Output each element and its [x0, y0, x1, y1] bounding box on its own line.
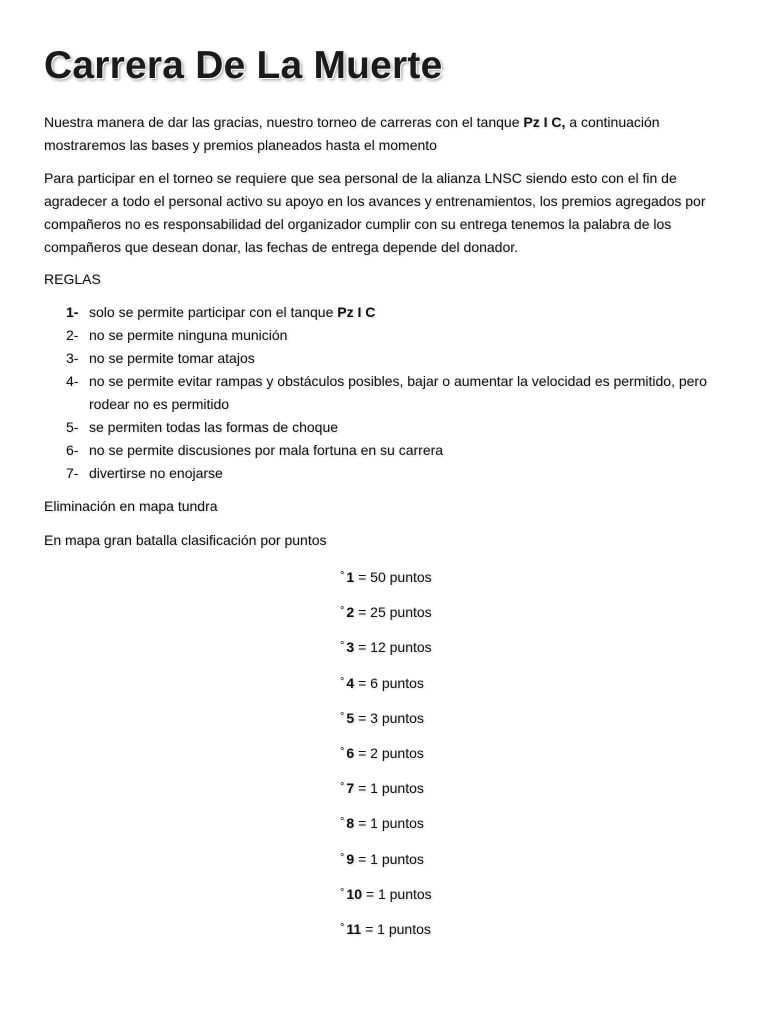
rule-text: no se permite tomar atajos — [89, 350, 255, 366]
score-item — [340, 737, 432, 772]
rules-list — [66, 301, 716, 485]
elimination-text: Eliminación en mapa tundra — [44, 498, 218, 514]
degree-symbol: ° — [340, 886, 345, 899]
points-intro-text: En mapa gran batalla clasificación por puntos — [44, 532, 327, 548]
rule-number: 3- — [66, 350, 79, 366]
score-points: = 1 puntos — [361, 921, 431, 938]
rule-text: no se permite discusiones por mala fortuna en su carrera — [89, 442, 444, 458]
score-points: = 1 puntos — [354, 780, 424, 797]
intro-text: Nuestra manera de dar las gracias, nuestro torneo de carreras con el tanque — [44, 114, 524, 130]
score-points: = 1 puntos — [361, 885, 432, 902]
score-points: = 3 puntos — [354, 709, 424, 726]
degree-symbol: ° — [340, 710, 345, 723]
score-place: 2 — [346, 604, 355, 621]
score-place: 11 — [346, 921, 362, 938]
degree-symbol: ° — [340, 746, 345, 759]
intro-text-continued: a continuación mostraremos las bases y premios planeados hasta el momento — [44, 114, 660, 153]
rule-item — [66, 370, 716, 416]
score-item — [340, 631, 432, 666]
rule-text: divertirse no enojarse — [89, 465, 223, 481]
score-points: = 2 puntos — [354, 745, 424, 762]
rule-item — [66, 347, 716, 370]
degree-symbol: ° — [340, 675, 345, 688]
score-item — [340, 596, 432, 631]
score-place: 10 — [346, 885, 362, 902]
rule-number: 2- — [66, 327, 79, 343]
score-item — [340, 878, 432, 913]
score-item — [340, 843, 432, 878]
rules-heading: REGLAS — [44, 271, 101, 287]
rule-text: no se permite evitar rampas y obstáculos posibles, bajar o aumentar la velocidad es permitido, pero rodear no es permitido — [89, 373, 707, 412]
score-place: 6 — [346, 745, 355, 762]
score-points: = 1 puntos — [354, 850, 424, 867]
rule-text: solo se permite participar con el tanque — [89, 304, 338, 320]
rule-number: 7- — [66, 465, 79, 481]
rule-number: 4- — [66, 373, 79, 389]
score-item — [340, 667, 432, 702]
degree-symbol: ° — [340, 570, 345, 582]
score-place: 4 — [346, 674, 355, 691]
rule-item — [66, 301, 716, 324]
degree-symbol: ° — [340, 605, 345, 618]
rule-number: 1- — [66, 304, 79, 320]
score-points: = 12 puntos — [354, 639, 432, 656]
intro-tank-name: Pz I C, — [523, 114, 566, 130]
score-place: 8 — [346, 815, 355, 832]
scores-list — [340, 561, 432, 948]
degree-symbol: ° — [340, 922, 345, 935]
rule-item — [66, 324, 716, 347]
rule-tank-name: Pz I C — [337, 304, 376, 320]
degree-symbol: ° — [340, 816, 345, 829]
rule-number: 6- — [66, 442, 79, 458]
participation-paragraph: Para participar en el torneo se requiere que sea personal de la alianza LNSC siendo esto con el fin de agradecer a todo el personal activo su apoyo en los avances y entrenamientos, los premios agregados por compañeros no es responsabilidad del organizador cumplir con su entrega tenemos la palabra de los compañeros que desean donar, las fechas de entrega depende del donador. — [44, 170, 706, 255]
page-title: Carrera De La Muerte — [44, 44, 443, 87]
score-item — [340, 702, 432, 737]
score-place: 1 — [346, 569, 355, 585]
score-points: = 6 puntos — [354, 674, 424, 691]
degree-symbol: ° — [340, 781, 345, 794]
rule-item — [66, 462, 716, 485]
score-item — [340, 561, 432, 596]
degree-symbol: ° — [340, 851, 345, 864]
rule-text: no se permite ninguna munición — [89, 327, 288, 343]
degree-symbol: ° — [340, 640, 345, 653]
score-place: 7 — [346, 780, 355, 797]
score-place: 9 — [346, 850, 355, 867]
score-points: = 50 puntos — [354, 569, 432, 585]
score-points: = 1 puntos — [354, 815, 424, 832]
rule-text: se permiten todas las formas de choque — [89, 419, 339, 435]
rule-number: 5- — [66, 419, 79, 435]
score-place: 5 — [346, 709, 355, 726]
score-item — [340, 772, 432, 807]
rule-item — [66, 439, 716, 462]
score-points: = 25 puntos — [354, 604, 432, 621]
score-item — [340, 807, 432, 842]
intro-paragraph — [44, 111, 734, 157]
score-place: 3 — [346, 639, 355, 656]
rule-item — [66, 416, 716, 439]
score-item — [340, 913, 432, 948]
